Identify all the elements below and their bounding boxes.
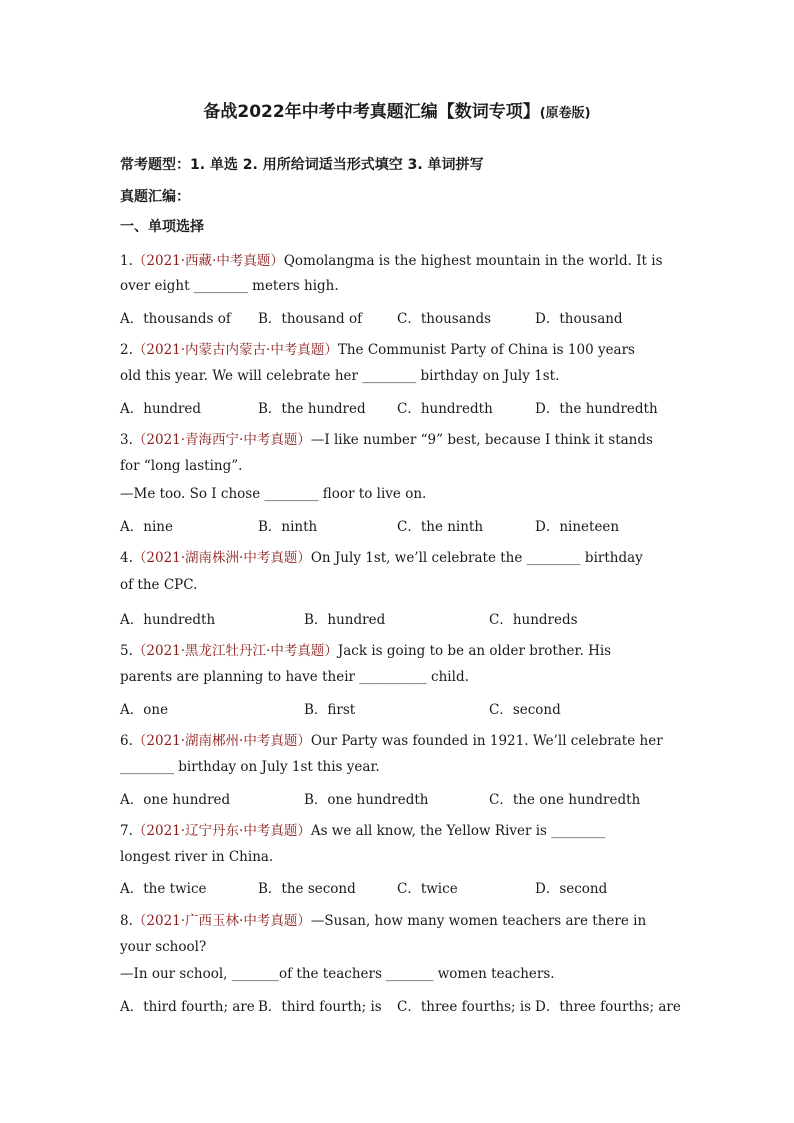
question-text: —I like number “9” best, because I think it stands — [310, 432, 653, 448]
question-5-option-c: C．second — [489, 702, 561, 718]
question-3-option-b: B．ninth — [258, 519, 318, 535]
question-number: 2. — [120, 342, 133, 358]
question-6-line-1 — [120, 729, 663, 749]
question-2-option-b: B．the hundred — [258, 401, 366, 417]
question-number: 5. — [120, 643, 133, 659]
question-number: 6. — [120, 733, 133, 749]
question-8-line-1 — [120, 909, 646, 929]
question-8-line-2: your school? — [120, 939, 207, 955]
question-2-option-a: A．hundred — [120, 401, 202, 417]
question-1-line-2: over eight ________ meters high. — [120, 278, 339, 294]
question-6-line-2: ________ birthday on July 1st this year. — [120, 759, 380, 775]
question-8-option-c: C．three fourths; is — [397, 999, 532, 1015]
question-3-option-a: A．nine — [120, 519, 173, 535]
question-5-line-2: parents are planning to have their __________ child. — [120, 669, 469, 685]
compilation-heading: 真题汇编： — [120, 189, 190, 205]
question-3-line-2: for “long lasting”. — [120, 458, 243, 474]
question-5-line-1 — [120, 639, 611, 659]
question-1-line-1 — [120, 249, 663, 269]
question-3-option-c: C．the ninth — [397, 519, 484, 535]
question-7-option-b: B．the second — [258, 881, 356, 897]
question-2-option-c: C．hundredth — [397, 401, 493, 417]
question-7-option-a: A．the twice — [120, 881, 207, 897]
question-source: （2021·青海西宁·中考真题） — [132, 432, 311, 448]
question-4-line-1 — [120, 546, 643, 566]
question-8-option-a: A．third fourth; are — [120, 999, 255, 1015]
question-number: 4. — [120, 550, 133, 566]
title-main: 备战2022年中考中考真题汇编【数词专项】 — [203, 102, 540, 122]
question-text: Qomolangma is the highest mountain in the world. It is — [283, 253, 663, 269]
section-heading: 一、单项选择 — [120, 219, 204, 235]
question-3-option-d: D．nineteen — [535, 519, 620, 535]
question-8-option-b: B．third fourth; is — [258, 999, 382, 1015]
question-4-option-c: C．hundreds — [489, 612, 578, 628]
question-2-line-2: old this year. We will celebrate her ________ birthday on July 1st. — [120, 368, 560, 384]
question-source: （2021·内蒙古内蒙古·中考真题） — [132, 342, 338, 358]
question-7-line-1 — [120, 819, 605, 839]
question-1-option-d: D．thousand — [535, 311, 623, 327]
question-text: The Communist Party of China is 100 years — [337, 342, 635, 358]
question-1-option-b: B．thousand of — [258, 311, 363, 327]
question-source: （2021·西藏·中考真题） — [132, 253, 284, 269]
question-types-line: 常考题型：1. 单选 2. 用所给词适当形式填空 3. 单词拼写 — [120, 157, 484, 173]
question-text: Jack is going to be an older brother. His — [337, 643, 612, 659]
question-number: 1. — [120, 253, 133, 269]
question-1-option-c: C．thousands — [397, 311, 492, 327]
question-5-option-b: B．first — [304, 702, 356, 718]
question-5-option-a: A．one — [120, 702, 169, 718]
question-7-line-2: longest river in China. — [120, 849, 274, 865]
question-number: 8. — [120, 913, 133, 929]
question-6-option-a: A．one hundred — [120, 792, 231, 808]
question-8-option-d: D．three fourths; are — [535, 999, 681, 1015]
question-2-line-1 — [120, 338, 635, 358]
question-6-option-c: C．the one hundredth — [489, 792, 641, 808]
question-4-option-a: A．hundredth — [120, 612, 216, 628]
question-text: On July 1st, we’ll celebrate the ________ birthday — [310, 550, 643, 566]
question-source: （2021·湖南郴州·中考真题） — [132, 733, 311, 749]
question-3-line-1 — [120, 428, 653, 448]
question-source: （2021·广西玉林·中考真题） — [132, 913, 311, 929]
question-number: 7. — [120, 823, 133, 839]
title-suffix: (原卷版) — [539, 106, 591, 121]
question-4-line-2: of the CPC. — [120, 577, 198, 593]
question-1-option-a: A．thousands of — [120, 311, 231, 327]
question-3-line-3: —Me too. So I chose ________ floor to live on. — [120, 486, 427, 502]
question-text: Our Party was founded in 1921. We’ll celebrate her — [310, 733, 663, 749]
question-8-line-3: —In our school, _______of the teachers _______ women teachers. — [120, 966, 555, 982]
question-source: （2021·湖南株洲·中考真题） — [132, 550, 311, 566]
question-6-option-b: B．one hundredth — [304, 792, 429, 808]
page-title — [0, 97, 794, 122]
question-text: —Susan, how many women teachers are there in — [310, 913, 647, 929]
question-2-option-d: D．the hundredth — [535, 401, 658, 417]
question-7-option-d: D．second — [535, 881, 608, 897]
question-number: 3. — [120, 432, 133, 448]
question-7-option-c: C．twice — [397, 881, 458, 897]
question-source: （2021·黑龙江牡丹江·中考真题） — [132, 643, 338, 659]
question-source: （2021·辽宁丹东·中考真题） — [132, 823, 311, 839]
question-4-option-b: B．hundred — [304, 612, 386, 628]
question-text: As we all know, the Yellow River is ________ — [310, 823, 606, 839]
